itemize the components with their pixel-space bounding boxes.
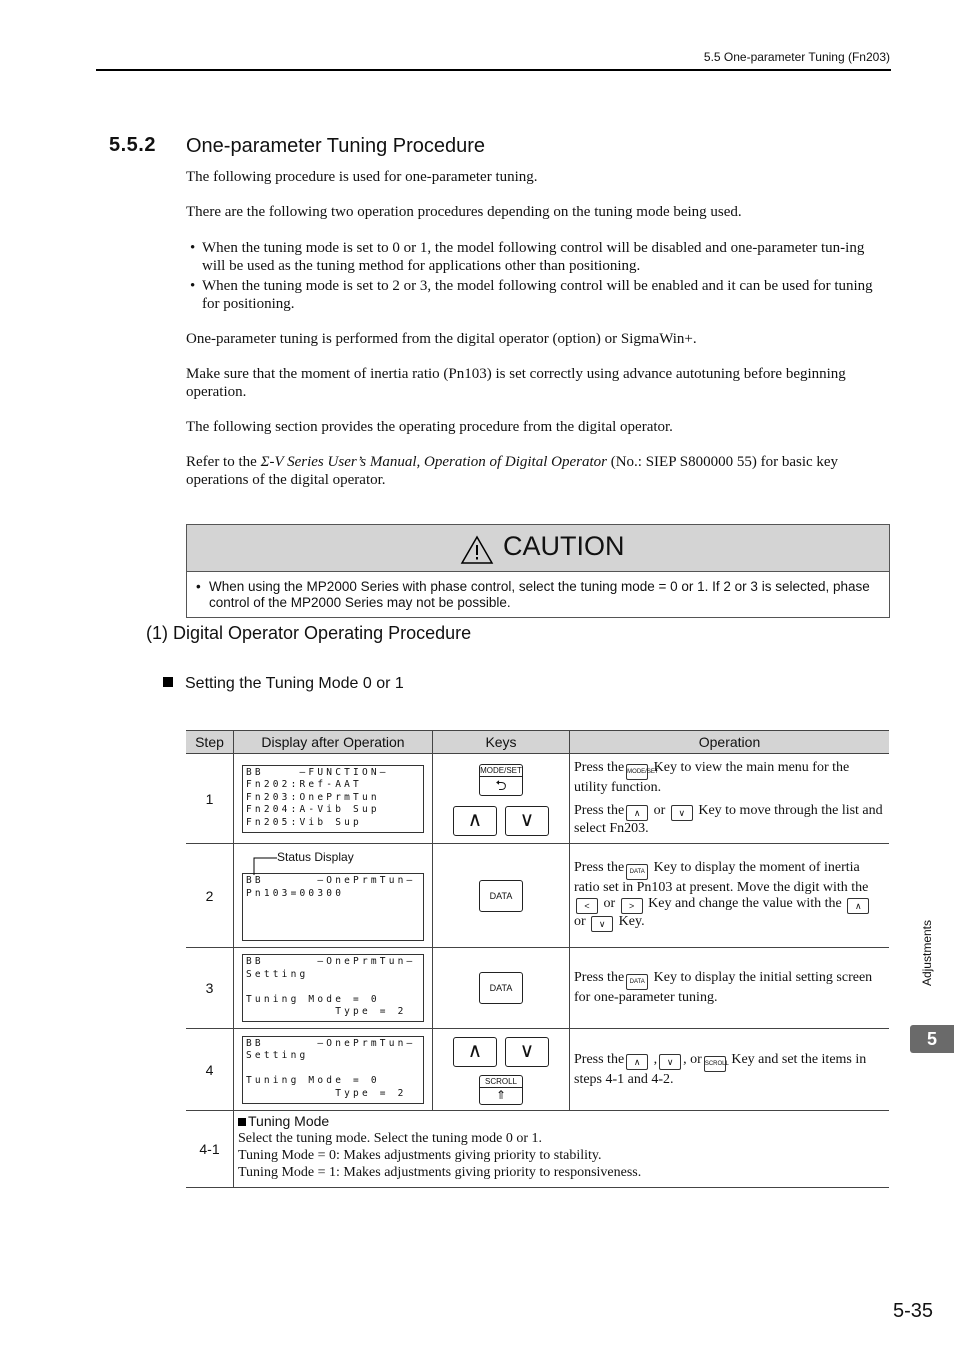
up-key[interactable]: ∧: [453, 806, 497, 836]
header-rule: [96, 69, 891, 71]
warning-triangle-icon: [460, 535, 494, 565]
down-key-icon: ∨: [671, 805, 693, 821]
data-key-icon: DATA: [626, 974, 648, 990]
up-key-icon: ∧: [626, 1054, 648, 1070]
tuning-mode-description: [234, 1111, 890, 1188]
lcd-display: BB —OnePrmTun— Setting Tuning Mode = 0 Type = 2: [242, 1036, 424, 1104]
header-keys: Keys: [433, 731, 570, 754]
intro-bullet-1: • When the tuning mode is set to 0 or 1, the model following control will be disabled and one-parameter tun-ing will be used as the tuning method for applications other than positioning.: [188, 240, 891, 275]
right-key-icon: >: [621, 898, 643, 914]
display-cell: [234, 948, 433, 1029]
op-text: ,: [650, 1051, 658, 1067]
intro-paragraph-5: The following section provides the operating procedure from the digital operator.: [186, 419, 673, 435]
op-text: Key to view the main menu for the utility function.: [574, 760, 850, 795]
table-row: [186, 1111, 889, 1188]
operation-cell: [570, 1029, 890, 1111]
mode-set-key-label: MODE/SET: [480, 765, 522, 775]
keys-cell: [433, 1029, 570, 1111]
double-chevron-up-icon: ⇑: [495, 1087, 507, 1102]
step-number: 4: [186, 1029, 234, 1111]
op-text: Key to display the initial setting screen for one-parameter tuning.: [574, 970, 873, 1005]
reference-suffix: (No.: SIEP S800000 55) for basic key operations of the digital operator.: [186, 454, 839, 488]
op-text: Press the: [574, 803, 625, 818]
table-row: [186, 844, 889, 948]
data-key[interactable]: DATA: [479, 972, 523, 1004]
left-key-icon: <: [576, 898, 598, 914]
operation-cell: [570, 948, 890, 1029]
keys-cell: [433, 754, 570, 844]
up-key-icon: ∧: [626, 805, 648, 821]
subsubsection-title: Setting the Tuning Mode 0 or 1: [185, 675, 404, 692]
display-cell: [234, 844, 433, 948]
data-key-icon: DATA: [626, 864, 648, 880]
data-key[interactable]: DATA: [479, 880, 523, 912]
tuning-mode-line: Tuning Mode = 0: Makes adjustments giving priority to stability.: [238, 1148, 602, 1163]
enter-arrow-icon: ⮌: [495, 776, 507, 793]
down-key[interactable]: ∨: [505, 806, 549, 836]
operation-text: [574, 760, 885, 796]
intro-bullet-2: • When the tuning mode is set to 2 or 3, the model following control will be enabled and it can be used for tuning for positioning.: [188, 278, 891, 313]
scroll-key-icon: SCROLL: [704, 1056, 726, 1072]
chapter-side-label: Adjustments: [920, 920, 934, 987]
table-header-row: [186, 731, 889, 754]
intro-paragraph-2: There are the following two operation procedures depending on the tuning mode being used.: [186, 204, 742, 220]
display-cell: [234, 754, 433, 844]
step-number: 1: [186, 754, 234, 844]
table-row: [186, 948, 889, 1029]
op-text: Key to move through the list and select Fn203.: [574, 803, 883, 836]
tuning-mode-line: Tuning Mode = 1: Makes adjustments giving priority to responsiveness.: [238, 1165, 642, 1180]
scroll-key-label: SCROLL: [480, 1076, 522, 1088]
tuning-mode-heading-text: Tuning Mode: [248, 1113, 330, 1129]
lcd-display: BB —FUNCTION— Fn202:Ref-AAT Fn203:OnePrmTun Fn204:A-Vib Sup Fn205:Vib Sup: [242, 765, 424, 833]
page-number: 5-35: [893, 1300, 934, 1322]
keys-cell: [433, 844, 570, 948]
down-key[interactable]: ∨: [505, 1037, 549, 1067]
table-row: [186, 754, 889, 844]
operation-text: [574, 803, 885, 837]
caution-box: [186, 524, 890, 618]
header-operation: Operation: [570, 731, 890, 754]
section-title: One-parameter Tuning Procedure: [186, 135, 486, 157]
reference-prefix: Refer to the: [186, 454, 261, 470]
op-text: Press the: [574, 760, 625, 775]
header-display: Display after Operation: [234, 731, 433, 754]
op-text: , or: [683, 1051, 702, 1067]
square-bullet-icon: [163, 677, 173, 687]
step-number: 3: [186, 948, 234, 1029]
up-key-icon: ∧: [847, 898, 869, 914]
intro-paragraph-1: The following procedure is used for one-parameter tuning.: [186, 169, 538, 185]
mode-set-key-icon: MODE/SET: [626, 764, 648, 780]
step-number: 2: [186, 844, 234, 948]
subsubsection-heading: [163, 675, 404, 693]
mode-set-key[interactable]: [479, 764, 523, 796]
keys-cell: [433, 948, 570, 1029]
op-text: Key.: [615, 913, 645, 929]
intro-paragraph-6: [186, 454, 891, 489]
subsection-title: (1) Digital Operator Operating Procedure: [146, 623, 472, 643]
procedure-table: [186, 730, 889, 1188]
op-text: Key and change the value with the: [644, 895, 846, 911]
intro-paragraph-3: One-parameter tuning is performed from the digital operator (option) or SigmaWin+.: [186, 331, 697, 347]
lcd-display: BB —OnePrmTun— Pn103=00300: [242, 873, 424, 941]
caution-text: • When using the MP2000 Series with phase control, select the tuning mode = 0 or 1. If 2 or 3 is selected, phase control of the MP2000 Series may not be possible.: [187, 572, 889, 611]
display-cell: [234, 1029, 433, 1111]
header-step: Step: [186, 731, 234, 754]
op-text: or: [574, 913, 590, 929]
step-number: 4-1: [186, 1111, 234, 1188]
running-header: 5.5 One-parameter Tuning (Fn203): [703, 50, 890, 64]
down-key-icon: ∨: [591, 916, 613, 932]
caution-header: [187, 525, 889, 572]
op-text: or: [650, 803, 669, 818]
op-text: Key to display the moment of inertia ratio set in Pn103 at present. Move the digit with the: [574, 859, 869, 895]
tuning-mode-line: Select the tuning mode. Select the tuning mode 0 or 1.: [238, 1131, 543, 1146]
up-key[interactable]: ∧: [453, 1037, 497, 1067]
square-bullet-icon: [238, 1118, 246, 1126]
operation-cell: [570, 754, 890, 844]
op-text: or: [600, 895, 619, 911]
table-row: [186, 1029, 889, 1111]
caution-title: CAUTION: [503, 531, 625, 561]
down-key-icon: ∨: [659, 1054, 681, 1070]
operation-cell: [570, 844, 890, 948]
reference-manual-title: Σ-V Series User’s Manual, Operation of Digital Operator: [260, 454, 607, 470]
intro-bullet-list: [188, 240, 891, 313]
op-text: Press the: [574, 859, 625, 875]
chapter-tab[interactable]: 5: [910, 1025, 954, 1053]
section-number: 5.5.2: [109, 134, 156, 156]
op-text: Press the: [574, 1051, 625, 1067]
status-pointer-line: [252, 856, 278, 876]
status-display-label: Status Display: [277, 850, 354, 864]
lcd-display: BB —OnePrmTun— Setting Tuning Mode = 0 Type = 2: [242, 954, 424, 1022]
scroll-key[interactable]: [479, 1075, 523, 1105]
intro-paragraph-4: Make sure that the moment of inertia ratio (Pn103) is set correctly using advance autotuning before beginning operation.: [186, 366, 846, 400]
op-text: Key and set the items in steps 4-1 and 4-2.: [574, 1051, 867, 1087]
tuning-mode-heading: [238, 1113, 885, 1130]
op-text: Press the: [574, 970, 625, 985]
